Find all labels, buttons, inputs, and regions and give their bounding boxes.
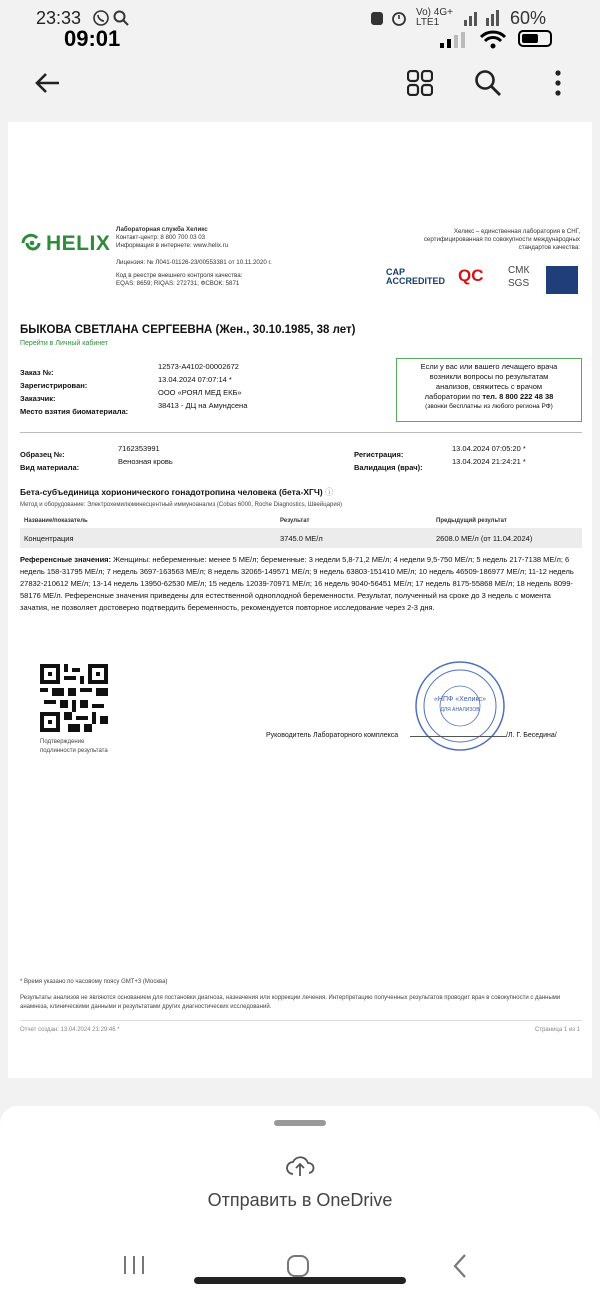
reference-values <box>20 554 582 614</box>
helix-logo-icon <box>20 232 44 254</box>
sample-label: Образец №: <box>20 450 65 459</box>
order-value: ООО «РОЯЛ МЕД ЕКБ» <box>158 388 242 397</box>
date-value: 13.04.2024 21:24:21 * <box>452 457 526 466</box>
license: Лицензия: № Л041-01126-23/00553381 от 10.11.2020 г. <box>116 259 272 266</box>
qr-code[interactable] <box>40 664 108 732</box>
contact-line: анализов, свяжитесь с врачом <box>435 382 543 391</box>
contact-note: (звонки бесплатны из любого региона РФ) <box>425 403 553 410</box>
order-value: 12573-A4102-00002672 <box>158 362 239 371</box>
sgs-logo: СМК SGS <box>508 265 530 289</box>
table-header <box>20 516 582 528</box>
row-previous: 2608.0 МЕ/л (от 11.04.2024) <box>436 534 533 543</box>
order-info <box>20 362 400 414</box>
network-label: Vo) 4G+ LTE1 <box>416 7 453 28</box>
qc-logo: QC <box>458 266 484 285</box>
battery-icon <box>518 30 552 47</box>
date-label: Регистрация: <box>354 450 404 459</box>
results-table <box>20 516 582 548</box>
registry-line: EQAS: 8659; RIQAS: 272731; ФСВОК: 5871 <box>116 280 240 287</box>
lab-line: Контакт-центр: 8 800 700 03 03 <box>116 234 206 241</box>
chevron-left-icon[interactable] <box>452 1253 468 1284</box>
divider <box>20 432 582 433</box>
lab-claim <box>360 228 580 252</box>
disclaimer: Результаты анализов не являются основанием для постановки диагноза, назначения или коррекции лечения. Интерпретацию полученных результатов проводит врач в совокупности с данными анамнеза, клиническими данными и результатами других диагностических исследований. <box>20 995 561 1010</box>
lab-info <box>116 226 316 288</box>
claim-line: Хеликс – единственная лаборатория в СНГ, <box>453 228 580 235</box>
nav-bar <box>0 1240 600 1297</box>
date-row <box>354 457 584 470</box>
date-label: Валидация (врач): <box>354 463 423 472</box>
test-title-text: Бета-субъединица хорионического гонадотропина человека (бета-ХГЧ) <box>20 487 323 497</box>
timezone-note: * Время указано по часовому поясу GMT+3 (Москва) <box>20 979 168 985</box>
sample-value: 7162353991 <box>118 444 160 453</box>
sheet-handle[interactable] <box>274 1120 326 1126</box>
status-bar <box>0 0 600 28</box>
onedrive-label[interactable]: Отправить в OneDrive <box>207 1190 393 1210</box>
order-row <box>20 388 400 401</box>
date-row <box>354 444 584 457</box>
contact-line: Если у вас или вашего лечащего врача <box>420 362 558 371</box>
signature-label: Руководитель Лабораторного комплекса <box>266 732 399 739</box>
order-label: Место взятия биоматериала: <box>20 407 129 416</box>
ref-label: Референсные значения: <box>20 555 112 564</box>
order-row <box>20 401 400 414</box>
order-label: Заказ №: <box>20 368 54 377</box>
sample-row <box>20 444 320 457</box>
document-page <box>8 122 592 1078</box>
method: Метод и оборудование: Электрохемилюминесцентный иммуноанализ (Cobas 6000, Roche Diagnostics, Швейцария) <box>20 502 342 508</box>
cell-signal-icon <box>440 32 468 53</box>
status-time-front: 09:01 <box>64 26 121 51</box>
signature-line <box>410 736 506 737</box>
report-created: Отчет создан: 13.04.2024 21:29:46 * <box>20 1027 120 1033</box>
page-info: Страница 1 из 1 <box>535 1027 580 1033</box>
ref-text: Женщины: небеременные: менее 5 МЕ/л; беременные: 3 недели 5,8-71,2 МЕ/л; 4 недели 9,5-750 МЕ/л; 5 недель 217-7138 МЕ/л; 6 недель 158-31795 МЕ/л; 7 недель 3697-163563 МЕ/л; 8 недель 32065-149571 МЕ/л; 9 недель 63803-151410 МЕ/л; 10 недель 46509-186977 МЕ/л; 11-12 недель 27832-210612 МЕ/л; 13-14 недель 13950-62530 МЕ/л; 15 недель 12039-70971 МЕ/л; 16 недель 9040-56451 МЕ/л; 17 недель 8175-55868 МЕ/л; 18 недель 8099-58176 МЕ/л. Референсные значения приведены для естественной одноплодной беременности. Результат, полученный на сроке до 3 недель с момента зачатия, не позволяет достоверно подтвердить беременность, рекомендуется повторное исследование через 2-3 дня. <box>20 555 574 612</box>
helix-logo <box>20 232 111 259</box>
table-header-previous: Предыдущий результат <box>436 518 507 524</box>
order-value: 38413 - ДЦ на Амундсена <box>158 401 248 410</box>
qr-caption <box>40 738 108 756</box>
test-title <box>20 486 334 498</box>
signature-name: /Л. Г. Беседина/ <box>506 732 557 739</box>
more-vert-icon[interactable] <box>538 63 578 103</box>
recents-icon[interactable] <box>122 1254 146 1281</box>
search-icon[interactable] <box>468 63 508 103</box>
lab-line: Лабораторная служба Хеликс <box>116 226 208 233</box>
lab-line: Информация в интернете: www.helix.ru <box>116 242 229 249</box>
contact-line: лаборатории по <box>424 392 483 401</box>
app-bar <box>0 52 600 122</box>
divider <box>20 1020 582 1021</box>
stamp-subtext: ДЛЯ АНАЛИЗОВ <box>440 707 480 713</box>
sample-value: Венозная кровь <box>118 457 173 466</box>
sample-label: Вид материала: <box>20 463 80 472</box>
cap-logo: CAP ACCREDITED <box>386 267 446 286</box>
date-value: 13.04.2024 07:05:20 * <box>452 444 526 453</box>
contact-box <box>396 358 582 422</box>
contact-phone: тел. 8 800 222 48 38 <box>482 392 554 401</box>
registry-line: Код в реестре внешнего контроля качества: <box>116 272 243 279</box>
table-header-name: Название/показатель <box>24 518 88 524</box>
cert-logos <box>386 262 580 298</box>
claim-line: стандартов качества: <box>518 244 580 251</box>
sample-row <box>20 457 320 470</box>
order-row <box>20 375 400 388</box>
qr-caption-line: Подтверждение <box>40 739 85 745</box>
order-value: 13.04.2024 07:07:14 * <box>158 375 232 384</box>
table-header-result: Результат <box>280 518 310 524</box>
stamp-text: «НПФ «Хеликс» <box>434 696 486 703</box>
qr-caption-line: подлинности результата <box>40 748 108 754</box>
row-name: Концентрация <box>24 534 74 543</box>
seal-stamp <box>414 660 506 752</box>
cabinet-link[interactable]: Перейти в Личный кабинет <box>20 340 109 347</box>
order-label: Зарегистрирован: <box>20 381 88 390</box>
info-icon[interactable]: ⓘ <box>325 487 334 497</box>
contact-line: возникли вопросы по результатам <box>429 372 549 381</box>
grid-icon[interactable] <box>400 63 440 103</box>
table-row <box>20 528 582 548</box>
patient-name: БЫКОВА СВЕТЛАНА СЕРГЕЕВНА (Жен., 30.10.1985, 38 лет) <box>20 324 356 336</box>
signal-icon <box>462 10 506 31</box>
date-info <box>354 444 584 470</box>
order-row <box>20 362 400 375</box>
cert-badge-icon <box>546 266 578 294</box>
sample-info <box>20 444 320 470</box>
gesture-bar[interactable] <box>194 1277 406 1284</box>
claim-line: сертифицированная по совокупности международных <box>423 236 580 243</box>
alarm-icon <box>390 9 408 32</box>
status-time-back: 23:33 <box>36 8 82 28</box>
row-result: 3745.0 МЕ/л <box>280 534 323 543</box>
battery-percent: 60% <box>510 8 547 28</box>
order-label: Заказчик: <box>20 394 56 403</box>
helix-logo-text: HELIX <box>46 232 111 255</box>
arrow-left-icon[interactable] <box>28 63 68 103</box>
cloud-upload-icon[interactable] <box>285 1154 315 1183</box>
settings-status-icon <box>368 9 386 32</box>
